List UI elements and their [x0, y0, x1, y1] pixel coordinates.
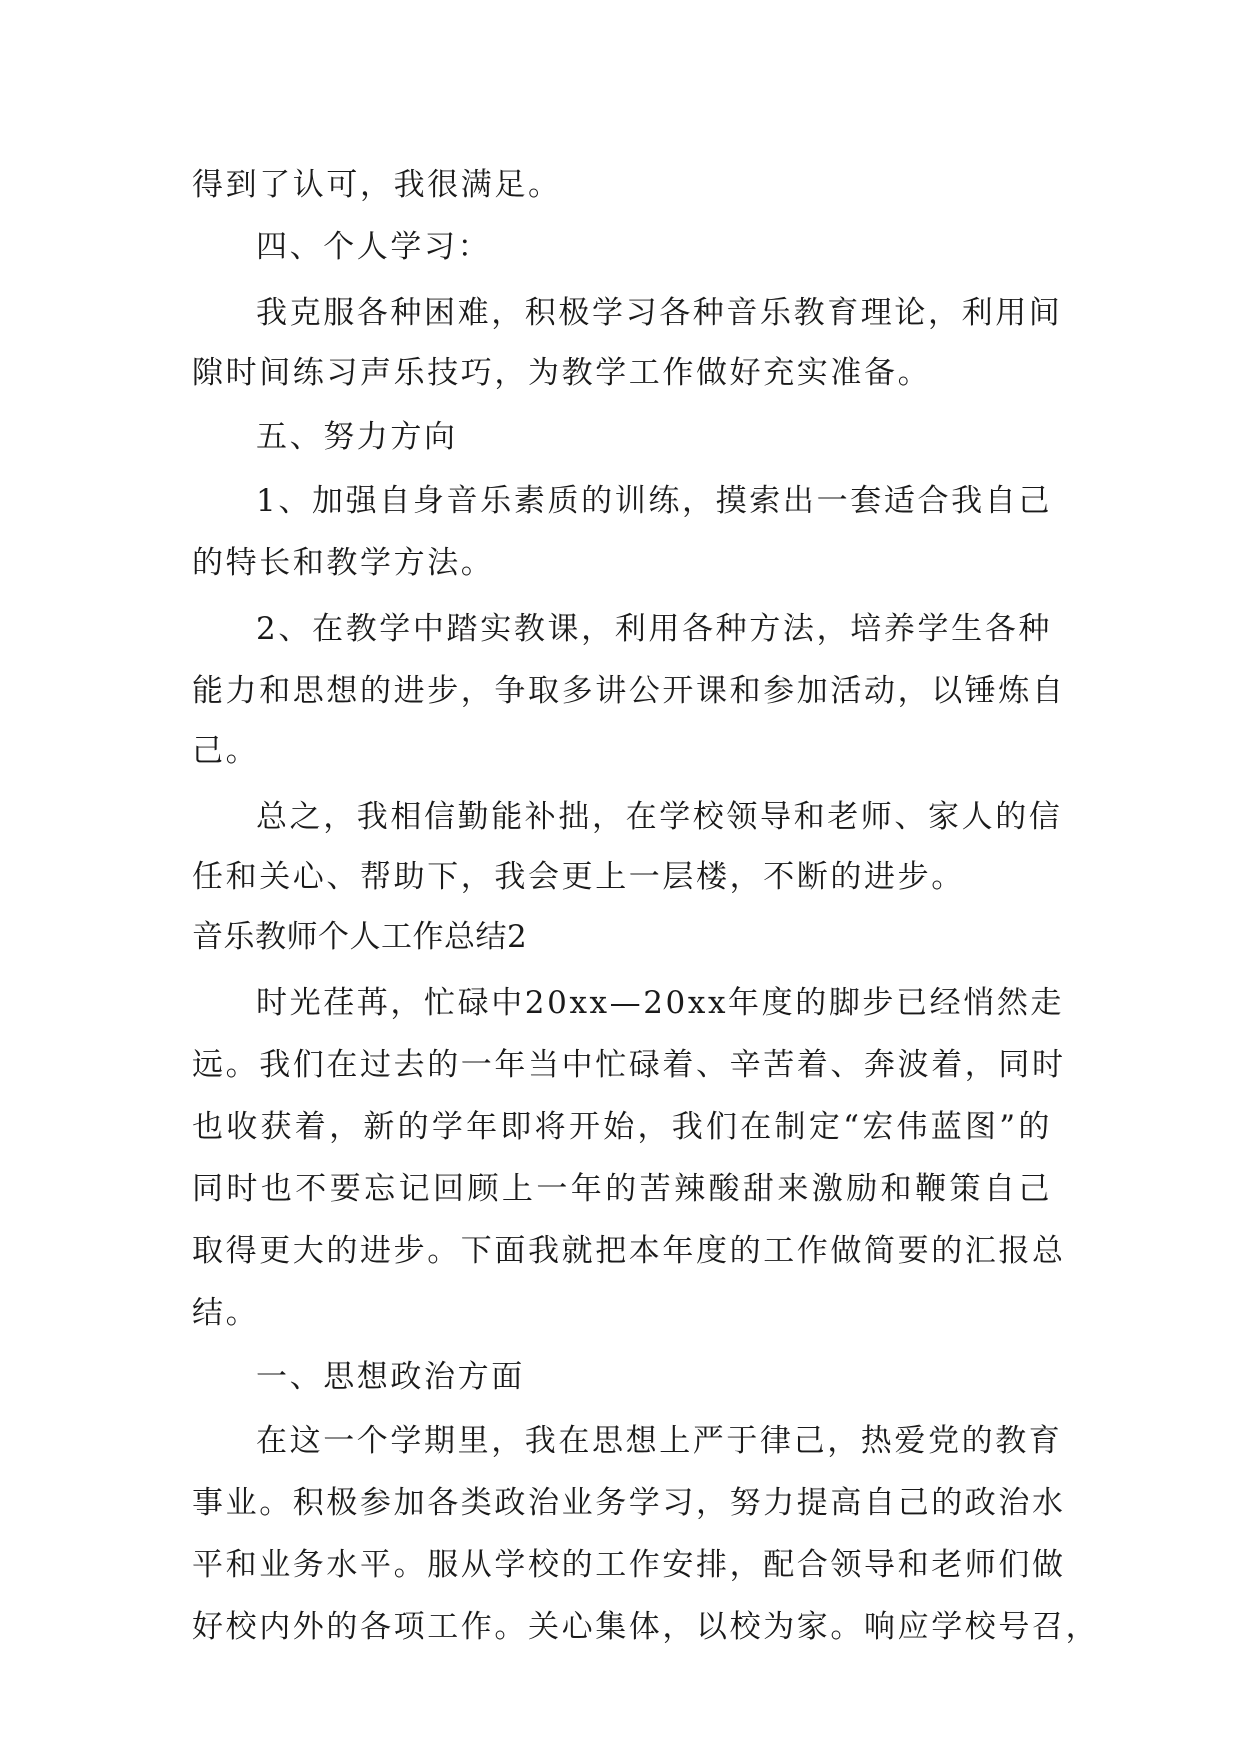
paragraph-line: 我克服各种困难，积极学习各种音乐教育理论，利用间	[256, 295, 1063, 331]
paragraph-line: 取得更大的进步。下面我就把本年度的工作做简要的汇报总	[192, 1233, 1066, 1269]
paragraph-line: 时光荏苒，忙碌中20xx—20xx年度的脚步已经悄然走	[256, 985, 1065, 1021]
list-item-line: 2、在教学中踏实教课，利用各种方法，培养学生各种	[256, 611, 1052, 647]
list-item-line: 能力和思想的进步，争取多讲公开课和参加活动，以锤炼自	[192, 673, 1066, 709]
paragraph-line: 远。我们在过去的一年当中忙碌着、辛苦着、奔波着，同时	[192, 1047, 1066, 1083]
paragraph-line: 隙时间练习声乐技巧，为教学工作做好充实准备。	[192, 355, 932, 391]
paragraph-line: 在这一个学期里，我在思想上严于律己，热爱党的教育	[256, 1423, 1063, 1459]
paragraph-line: 结。	[192, 1295, 260, 1331]
list-item-line: 己。	[192, 733, 260, 769]
section-heading-effort-direction: 五、努力方向	[256, 419, 458, 455]
list-item-line: 的特长和教学方法。	[192, 545, 495, 581]
paragraph-line: 平和业务水平。服从学校的工作安排，配合领导和老师们做	[192, 1547, 1066, 1583]
paragraph-line: 同时也不要忘记回顾上一年的苦辣酸甜来激励和鞭策自己	[192, 1171, 1052, 1207]
section-heading-ideology-politics: 一、思想政治方面	[256, 1359, 525, 1395]
paragraph-line: 任和关心、帮助下，我会更上一层楼，不断的进步。	[192, 859, 965, 895]
paragraph-line: 也收获着，新的学年即将开始，我们在制定“宏伟蓝图”的	[192, 1109, 1052, 1145]
paragraph-line: 好校内外的各项工作。关心集体，以校为家。响应学校号召，	[192, 1609, 1100, 1645]
paragraph-line: 得到了认可，我很满足。	[192, 167, 562, 203]
paragraph-line: 总之，我相信勤能补拙，在学校领导和老师、家人的信	[256, 799, 1063, 835]
article-title: 音乐教师个人工作总结2	[192, 919, 528, 955]
list-item-line: 1、加强自身音乐素质的训练，摸索出一套适合我自己	[256, 483, 1052, 519]
paragraph-line: 事业。积极参加各类政治业务学习，努力提高自己的政治水	[192, 1485, 1066, 1521]
section-heading-personal-study: 四、个人学习：	[256, 229, 492, 265]
